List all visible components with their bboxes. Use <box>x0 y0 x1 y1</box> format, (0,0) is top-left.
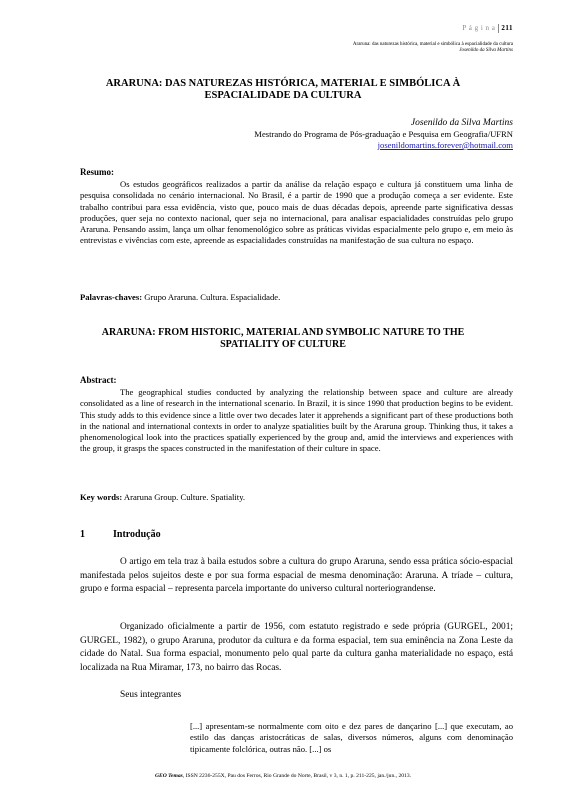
keywords-text: Araruna Group. Culture. Spatiality. <box>122 492 246 502</box>
page-number: 211 <box>501 24 513 33</box>
page-footer <box>0 773 566 779</box>
section-number: 1 <box>80 529 85 540</box>
resumo-label: Resumo: <box>80 167 114 177</box>
block-quote: [...] apresentam-se normalmente com oito e dez pares de dançarino [...] que executam, ao estilo das danças aristocráticas de salas, diversos números, alguns com denominação tipicamente folclórica, outras não. [...] os <box>190 721 513 754</box>
page-word: P á g i n a <box>462 24 496 33</box>
section-heading <box>80 529 161 540</box>
intro-paragraph-2: Organizado oficialmente a partir de 1956, com estatuto registrado e sede própria (GURGEL, 2001; GURGEL, 1982), o grupo Araruna, produtor da cultura e da forma espacial, tem sua eminência na Zona Leste da cidade do Natal. Sua forma espacial, monumento pelo qual parte da cultura ganha materialidade no espaço, está localizada na Rua Miramar, 173, no bairro das Rocas. <box>80 622 513 673</box>
header-divider <box>498 24 499 33</box>
journal-brand-logo: GEO Temas <box>154 773 183 779</box>
author-email-link[interactable]: josenildomartins.forever@hotmail.com <box>377 140 513 150</box>
palavras-text: Grupo Araruna. Cultura. Espacialidade. <box>142 292 281 302</box>
intro-paragraph-1: O artigo em tela traz à baila estudos sobre a cultura do grupo Araruna, sendo essa prática sócio-espacial manifestada pelos sujeitos deste e por sua forma espacial de mesma denominação: Araruna. A tríade – cultura, grupo e forma espacial – representa parcela importante do universo cultural norteriograndense. <box>80 557 513 595</box>
keywords <box>80 492 513 503</box>
footer-citation: , ISSN 2236-255X, Pau dos Ferros, Rio Grande do Norte, Brasil, v 3, n. 1, p. 211-225, jan./jun., 2013. <box>182 773 412 779</box>
section-title: Introdução <box>113 529 161 540</box>
keywords-label: Key words: <box>80 492 123 502</box>
palavras-chave <box>80 292 513 303</box>
resumo-text: Os estudos geográficos realizados a partir da análise da relação espaço e cultura já constituem uma linha de pesquisa consolidada no cenário internacional. No Brasil, é a partir de 1990 que a produção começa a ser evidente. Este trabalho contribui para essa evidência, visto que, pouco mais de duas décadas depois, apreende parte significativa dessas produções, quer seja no contexto nacional, quer seja no internacional, para analisar espacialidades construídas pelo grupo Araruna. Pensando assim, lança um olhar fenomenológico sobre as práticas vividas espacialmente pelo grupo e, em meio às entrevistas e vivências com este, apreende as espacialidades construídas na manifestação de sua cultura no espaço. <box>80 179 513 246</box>
palavras-label: Palavras-chaves: <box>80 292 143 302</box>
running-title: Araruna: das naturezas histórica, material e simbólica à espacialidade da cultura <box>352 42 513 47</box>
page-number-header <box>462 24 513 33</box>
author-affiliation: Mestrando do Programa de Pós-graduação e Pesquisa em Geografia/UFRN <box>254 129 513 139</box>
resumo-label-row <box>80 167 513 178</box>
abstract-label: Abstract: <box>80 375 117 385</box>
abstract-label-row <box>80 375 513 386</box>
abstract-text: The geographical studies conducted by analyzing the relationship between space and culture are already consolidated as a line of research in the international scenario. In Brazil, it is since 1990 that production begins to be evident. This study adds to this evidence since a little over two decades later it apprehends a significant part of these productions both in the national and international contexts in order to analyze spatialities built by the Araruna group. Thinking thus, it takes a phenomenological look into the practices spatially experienced by the group and, amid the interviews and experiences with the group, it grasps the spaces constructed in the manifestation of their culture in space. <box>80 387 513 454</box>
running-header <box>353 42 513 54</box>
intro-paragraph-3: Seus integrantes <box>120 690 182 700</box>
author-name: Josenildo da Silva Martins <box>410 118 513 128</box>
running-author: Josenildo da Silva Martins <box>459 48 513 53</box>
article-title: ARARUNA: DAS NATUREZAS HISTÓRICA, MATERIAL E SIMBÓLICA À ESPACIALIDADE DA CULTURA <box>105 78 461 101</box>
author-block <box>254 118 513 151</box>
article-title-english: ARARUNA: FROM HISTORIC, MATERIAL AND SYMBOLIC NATURE TO THE SPATIALITY OF CULTURE <box>101 327 465 350</box>
